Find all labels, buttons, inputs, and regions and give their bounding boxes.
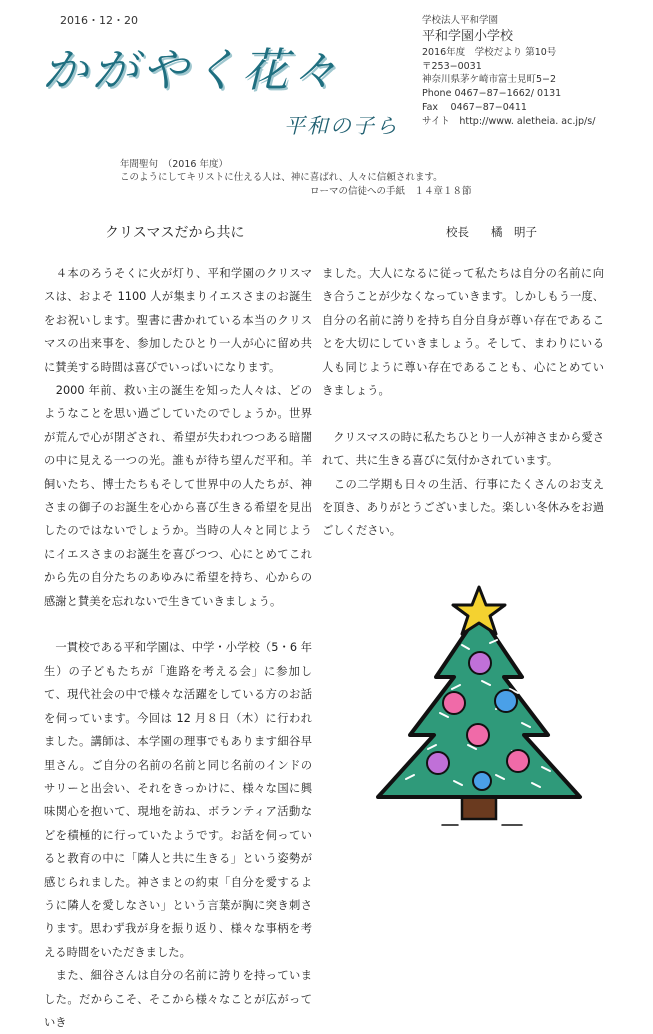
annual-verse-text: このようにしてキリストに仕える人は、神に喜ばれ、人々に信頼されます。 (120, 172, 443, 184)
paragraph: 2000 年前、救い主の誕生を知った人々は、どのようなことを思い過ごしていたのでしょうか。世界が荒んで心が閉ざされ、希望が失われつつある暗闇の中に見える一つの光。誰もが待ち望んだ平和。羊飼いたち、博士たちもそして世界中の人たちが、神さまの御子のお誕生を心から喜び生きる希望を見出したのではないでしょうか。当時の人々と同じようにイエスさまのお誕生を喜びつつ、心にとめてこれから先の自分たちのあゆみに希望を持ち、心からの感謝と賛美を忘れないで生きていきましょう。 (44, 384, 312, 608)
article-title: クリスマスだから共に (105, 225, 245, 241)
article-column-left (44, 262, 312, 1034)
paragraph: この二学期も日々の生活、行事にたくさんのお支えを頂き、ありがとうございました。楽しい冬休みをお過ごしください。 (322, 477, 604, 538)
article-author (446, 224, 537, 240)
paragraph: また、細谷さんは自分の名前に誇りを持っていました。だからこそ、そこから様々なことが広がっていき (44, 969, 312, 1029)
annual-verse-source: ローマの信徒への手紙 １４章１８節 (310, 185, 472, 197)
paragraph: ４本のろうそくに火が灯り、平和学園のクリスマスは、およそ 1100 人が集まりイエスさまのお誕生をお祝いします。聖書に書かれている本当のクリスマスの出来事を、参加したひとり一人が心に留め共に賛美する時間は喜びでいっぱいになります。 (44, 267, 312, 374)
issue-date: 2016・12・20 (60, 14, 138, 27)
newsletter-subtitle: 平和の子ら (284, 114, 399, 138)
school-name: 平和学園小学校 (422, 28, 514, 44)
author-role: 校長 (446, 225, 469, 239)
annual-verse-label: 年間聖句 （2016 年度） (120, 159, 228, 170)
author-name: 橘 明子 (491, 225, 537, 239)
paragraph: クリスマスの時に私たちひとり一人が神さまから愛されて、共に生きる喜びに気付かされています。 (322, 430, 604, 468)
christmas-tree-icon (372, 585, 587, 835)
school-info (422, 14, 642, 129)
newsletter-title: かがやく花々 (42, 43, 342, 97)
issue-number: 2016年度 学校だより 第10号 (422, 46, 557, 58)
article-column-right (322, 262, 604, 543)
address: 神奈川県茅ケ崎市富士見町5−2 (422, 74, 557, 86)
paragraph: 一貫校である平和学園は、中学・小学校（5・6 年生）の子どもたちが「進路を考える会」に参加して、現代社会の中で様々な活躍をしている方のお話を伺っています。今回は 12 月８日（木）に行われました。講師は、本学園の理事でもあります細谷早里さん。ご自分の名前の名前と同じ名前のインドのサリーと出会い、それをきっかけに、様々な国に興味関心を抱いて、現地を訪ね、ボランティア活動などを積極的に行っていたようです。お話を伺っていると教育の中に「隣人と共に生きる」という姿勢が感じられました。神さまとの約束「自分を愛するように隣人を愛しなさい」という言葉が胸に突き刺さります。思わず我が身を振り返り、様々な事柄を考える時間をいただきました。 (44, 641, 312, 959)
paragraph-gap (322, 402, 604, 425)
postal-code: 〒253−0031 (422, 60, 482, 72)
fax: Fax 0467−87−0411 (422, 102, 527, 114)
school-corporation: 学校法人平和学園 (422, 15, 499, 26)
annual-verse (120, 158, 540, 198)
phone: Phone 0467−87−1662/ 0131 (422, 88, 562, 100)
paragraph-gap (44, 613, 312, 636)
website[interactable]: サイト http://www. aletheia. ac.jp/s/ (422, 115, 596, 127)
paragraph: ました。大人になるに従って私たちは自分の名前に向き合うことが少なくなっていきます。しかしもう一度、自分の名前に誇りを持ち自分自身が尊い存在であることを大切にしていきましょう。そして、まわりにいる人も同じように尊い存在であることも、心にとめていきましょう。 (322, 267, 604, 398)
